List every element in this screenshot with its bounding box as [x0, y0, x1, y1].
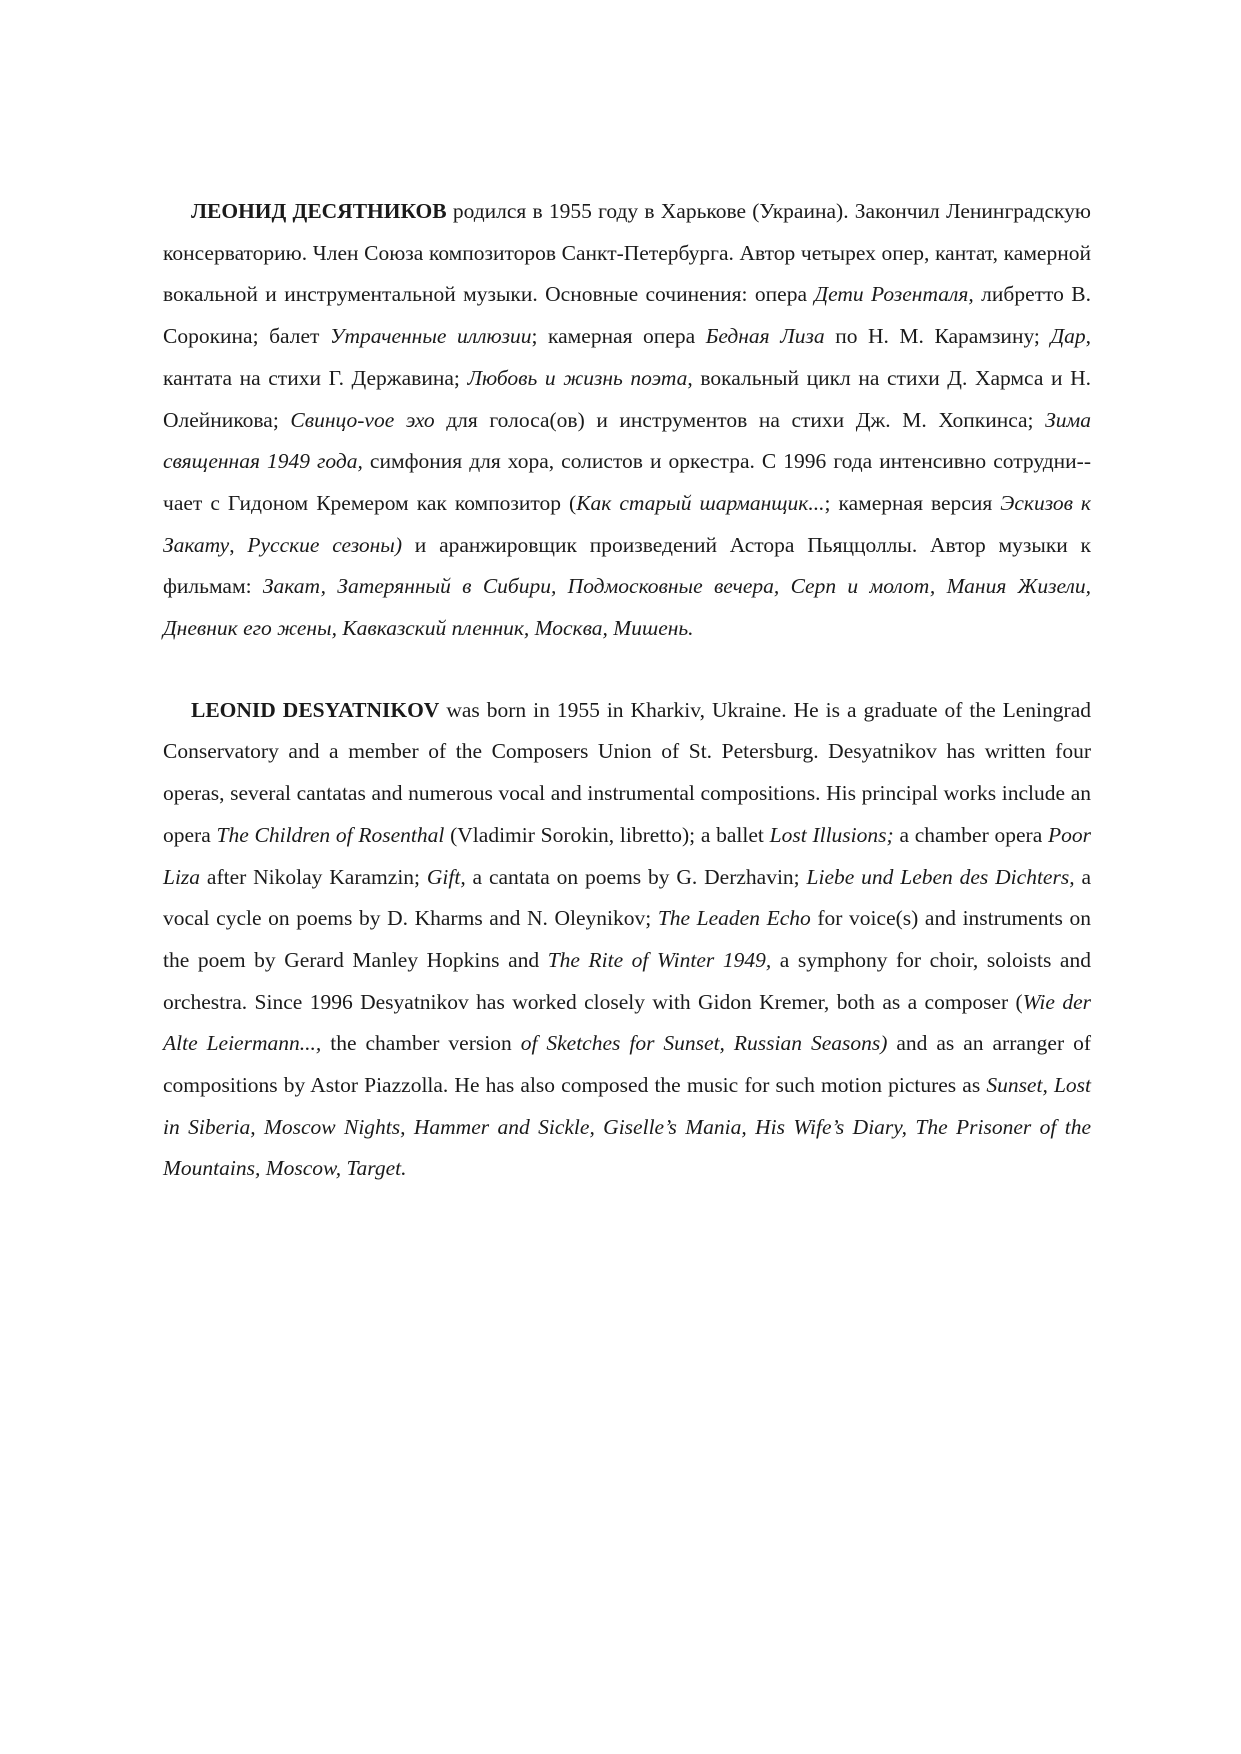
work-title: The Children of Rosenthal — [216, 822, 445, 847]
bio-en-text: the chamber version — [321, 1031, 521, 1056]
bio-ru-text: родился в 1955 году в Харькове (Украина). Закончил Ленинградскую консерваторию. Член Союза композиторов Санкт-Петербурга. Автор четырех опер, кантат, камерной вокальной и инструментальной музыки. Основные сочинения: опера — [163, 199, 1091, 307]
bio-ru-text: , — [229, 532, 248, 557]
work-title: Эскизов к Закату — [163, 490, 1091, 557]
work-title: Poor Liza — [163, 822, 1091, 889]
work-title: Wie der Alte Leiermann..., — [163, 989, 1091, 1056]
work-title: Gift, — [426, 864, 466, 889]
composer-name-english: LEONID DESYATNIKOV — [191, 697, 440, 722]
work-title: The Leaden Echo — [657, 906, 811, 931]
bio-paragraph-russian — [163, 191, 1091, 650]
bio-ru-text: , вокальный цикл на стихи Д. Хармса и Н. Олейникова; — [163, 365, 1091, 432]
work-title: Свинцо-vое эхо — [290, 407, 435, 432]
film-titles: Sunset, Lost in Siberia, Moscow Nights, Hammer and Sickle, Giselle’s Mania, His Wife’s Diary, The Prisoner of the Mountains, Moscow, Target. — [163, 1073, 1091, 1181]
work-title: of Sketches for Sunset, Russian Seasons) — [520, 1031, 888, 1056]
bio-ru-text: симфония для хора, солистов и оркестра. С 1996 года интенсивно сотрудни-чает с Гидоном Кремером как композитор ( — [163, 449, 1091, 515]
composer-name-russian: ЛЕОНИД ДЕСЯТНИКОВ — [191, 199, 447, 223]
bio-en-text: a vocal cycle on poems by D. Kharms and N. Oleynikov; — [163, 864, 1091, 931]
bio-en-text: after Nikolay Karamzin; — [200, 864, 427, 889]
work-title: Любовь и жизнь поэта — [467, 365, 688, 390]
work-title: Как старый шарманщик... — [576, 490, 825, 515]
work-title: Русские сезоны) — [247, 532, 403, 557]
work-title: Бедная Лиза — [705, 324, 825, 349]
bio-ru-text: по Н. М. Карамзину; — [824, 324, 1051, 349]
bio-en-text: a cantata on poems by G. Derzhavin; — [465, 864, 807, 889]
work-title: Зима священная 1949 года, — [163, 407, 1091, 474]
bio-en-text: a symphony for choir, soloists and orchestra. Since 1996 Desyatnikov has worked closely with Gidon Kremer, both as a composer ( — [163, 947, 1091, 1014]
bio-en-text: for voice(s) and instruments on the poem by Gerard Manley Hopkins and — [163, 906, 1092, 972]
work-title: Утраченные иллюзии — [329, 324, 532, 349]
bio-en-text: was born in 1955 in Kharkiv, Ukraine. He is a graduate of the Leningrad Conservatory and a member of the Composers Union of St. Petersburg. Desyatnikov has written four operas, several cantatas and numerous vocal and instrumental compositions. His principal works include an opera — [163, 697, 1091, 847]
bio-paragraph-english — [163, 690, 1091, 1190]
bio-en-text: and as an arranger of compositions by Astor Piazzolla. He has also composed the music for such motion pictures as — [163, 1031, 1091, 1098]
bio-en-text: a chamber opera — [893, 822, 1048, 847]
film-titles: Закат, Затерянный в Сибири, Подмосковные вечера, Серп и молот, Мания Жизели, Дневник его жены, Кавказский пленник, Москва, Мишень. — [163, 574, 1091, 641]
bio-en-text: (Vladimir Sorokin, libretto); a ballet — [444, 822, 770, 847]
work-title: Lost Illusions; — [769, 822, 894, 847]
bio-ru-text: и аранжировщик произведений Астора Пьяццоллы. Автор музыки к фильмам: — [163, 532, 1091, 599]
work-title: Дар — [1050, 324, 1086, 349]
bio-ru-text: , кантата на стихи Г. Державина; — [163, 324, 1091, 390]
work-title: The Rite of Winter 1949, — [547, 947, 772, 972]
bio-ru-text: ; камерная опера — [531, 324, 706, 349]
work-title: Liebe und Leben des Dichters, — [806, 864, 1075, 889]
bio-ru-text: для голоса(ов) и инструментов на стихи Дж. М. Хопкинса; — [434, 407, 1046, 432]
bio-ru-text: ; камерная версия — [824, 490, 1001, 515]
bio-ru-text: либретто В. Сорокина; балет — [163, 282, 1091, 349]
work-title: Дети Розенталя, — [814, 282, 974, 307]
text-column — [163, 191, 1091, 1190]
